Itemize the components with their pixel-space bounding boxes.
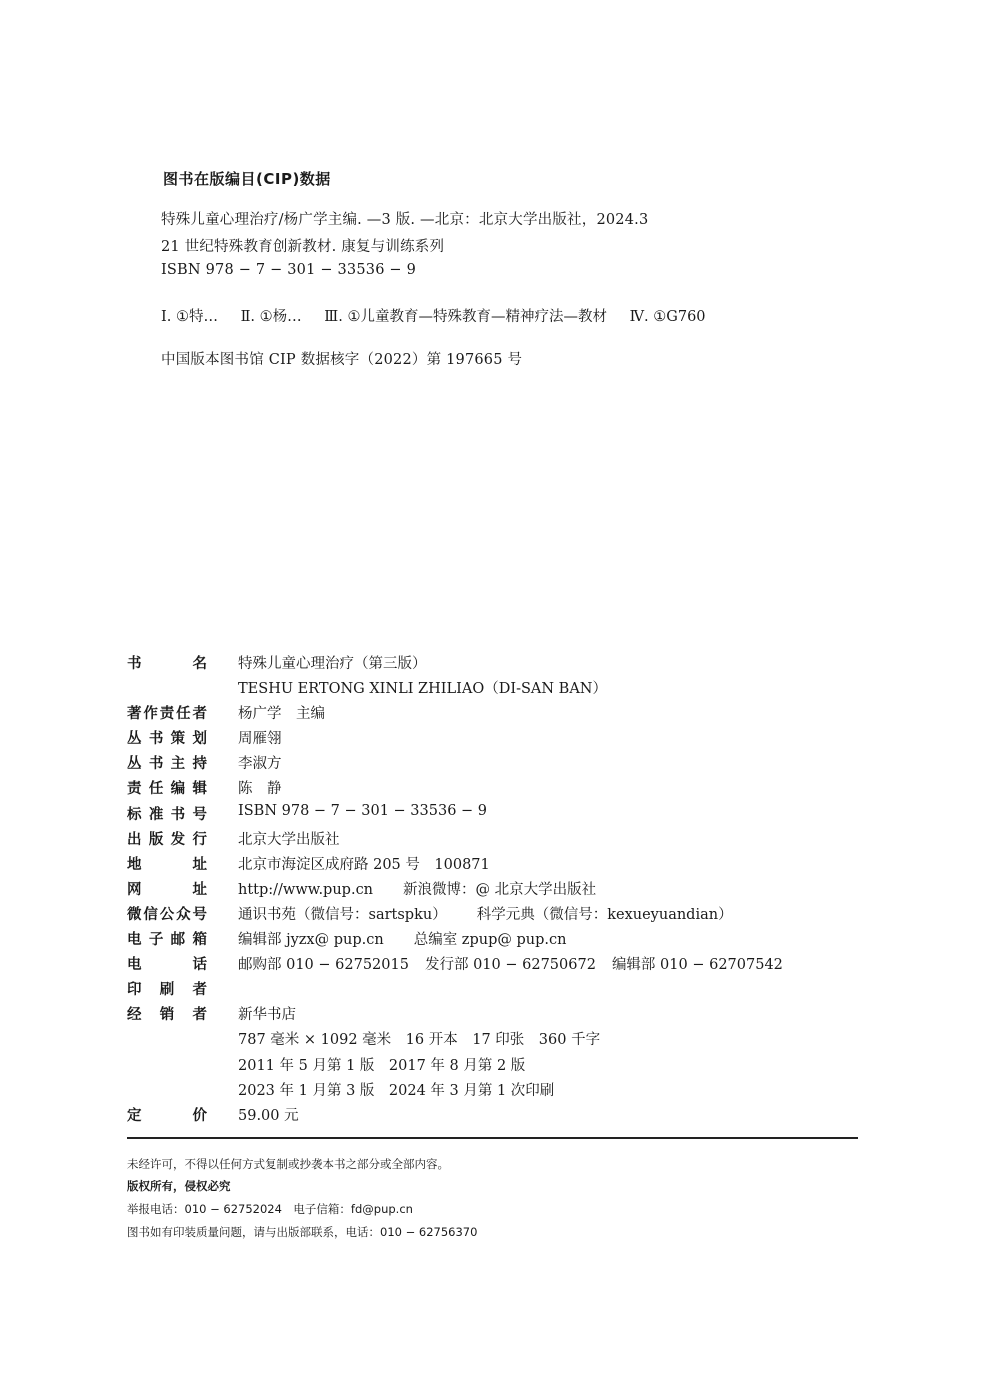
title-pinyin: TESHU ERTONG XINLI ZHILIAO（DI-SAN BAN） xyxy=(238,681,607,698)
isbn-value: ISBN 978 − 7 − 301 − 33536 − 9 xyxy=(238,802,488,819)
phone-label: 电话 xyxy=(127,957,207,974)
author-label: 著作责任者 xyxy=(127,706,207,723)
wechat-label: 微信公众号 xyxy=(127,906,207,923)
cip-isbn-line: ISBN 978 − 7 − 301 − 33536 − 9 xyxy=(161,262,417,278)
phone-value-3: 编辑部 010 − 62707542 xyxy=(611,957,783,974)
host-value: 李淑方 xyxy=(238,756,282,773)
price-value: 59.00 元 xyxy=(238,1107,299,1124)
wechat-value-2: 科学元典（微信号：kexueyuandian） xyxy=(476,906,733,923)
title-label: 书名 xyxy=(127,656,207,672)
edition-value-2: 2023 年 1 月第 3 版 2024 年 3 月第 1 次印刷 xyxy=(238,1082,555,1099)
price-label: 定价 xyxy=(127,1107,207,1124)
copy-notice: 未经许可，不得以任何方式复制或抄袭本书之部分或全部内容。 xyxy=(127,1157,449,1171)
phone-value-2: 发行部 010 − 62750672 xyxy=(424,957,596,974)
cip-title-line: 特殊儿童心理治疗/杨广学主编. —3 版. —北京：北京大学出版社，2024.3 xyxy=(161,212,649,228)
email-value-2: 总编室 zpup@ pup.cn xyxy=(413,932,567,949)
editor-value: 陈 静 xyxy=(238,781,282,798)
cip-class-2: Ⅱ. ①杨… xyxy=(240,309,302,325)
wechat-value-1: 通识书苑（微信号：sartspku） xyxy=(238,906,447,923)
cip-class-1: Ⅰ. ①特… xyxy=(161,309,218,325)
website-label: 网址 xyxy=(127,881,207,898)
quality-contact: 图书如有印装质量问题，请与出版部联系，电话：010 − 62756370 xyxy=(127,1225,478,1239)
rights-notice: 版权所有，侵权必究 xyxy=(127,1179,231,1193)
host-label: 丛书主持 xyxy=(127,756,207,773)
phone-value-1: 邮购部 010 − 62752015 xyxy=(238,957,409,974)
cip-heading: 图书在版编目(CIP)数据 xyxy=(163,170,331,188)
distributor-value: 新华书店 xyxy=(238,1007,296,1024)
report-contact: 举报电话：010 − 62752024 电子信箱：fd@pup.cn xyxy=(127,1202,413,1216)
cip-class-4: Ⅳ. ①G760 xyxy=(629,309,706,325)
website-link[interactable]: http://www.pup.cn xyxy=(238,881,374,898)
address-value: 北京市海淀区成府路 205 号 100871 xyxy=(238,856,490,873)
weibo-value: 新浪微博：@ 北京大学出版社 xyxy=(403,881,597,898)
cip-series-line: 21 世纪特殊教育创新教材. 康复与训练系列 xyxy=(161,239,445,255)
publisher-value: 北京大学出版社 xyxy=(238,831,340,848)
divider-rule xyxy=(127,1137,858,1139)
email-label: 电子邮箱 xyxy=(127,932,207,949)
edition-value-1: 2011 年 5 月第 1 版 2017 年 8 月第 2 版 xyxy=(238,1057,526,1074)
spec-value: 787 毫米 × 1092 毫米 16 开本 17 印张 360 千字 xyxy=(238,1032,601,1049)
publisher-label: 出版发行 xyxy=(127,831,207,848)
website-values xyxy=(238,878,596,899)
author-value: 杨广学 主编 xyxy=(238,706,325,723)
planner-value: 周雁翎 xyxy=(238,731,282,748)
email-value-1: 编辑部 jyzx@ pup.cn xyxy=(238,932,384,949)
printer-label: 印刷者 xyxy=(127,982,207,999)
distributor-label: 经销者 xyxy=(127,1007,207,1024)
cip-classification xyxy=(161,305,724,326)
title-value: 特殊儿童心理治疗（第三版） xyxy=(238,656,427,672)
phone-values xyxy=(238,953,783,974)
address-label: 地址 xyxy=(127,856,207,873)
planner-label: 丛书策划 xyxy=(127,731,207,748)
isbn-label: 标准书号 xyxy=(127,806,207,823)
email-values xyxy=(238,928,566,949)
cip-verification: 中国版本图书馆 CIP 数据核字（2022）第 197665 号 xyxy=(161,352,523,368)
editor-label: 责任编辑 xyxy=(127,781,207,798)
wechat-values xyxy=(238,903,733,924)
cip-class-3: Ⅲ. ①儿童教育—特殊教育—精神疗法—教材 xyxy=(324,309,607,325)
